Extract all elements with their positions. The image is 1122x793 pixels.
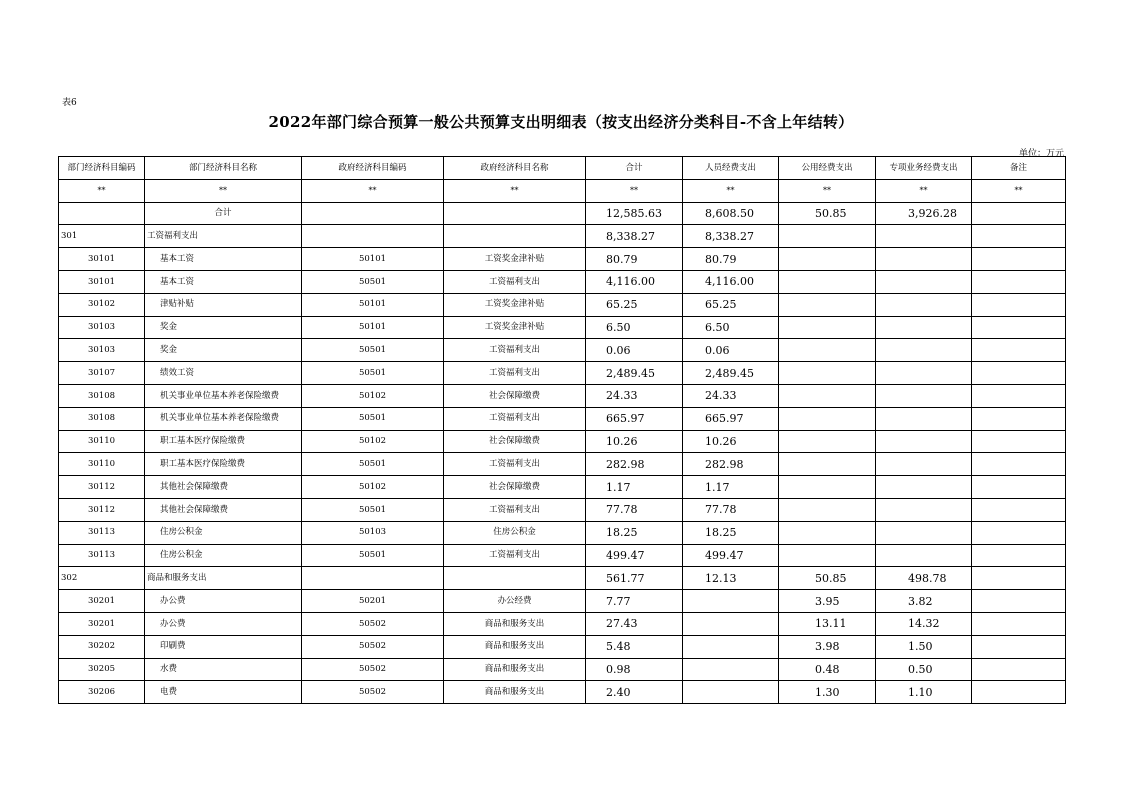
dept-name-cell: 基本工资 bbox=[145, 248, 302, 271]
special-amount-cell bbox=[876, 453, 972, 476]
public-amount-cell bbox=[779, 430, 876, 453]
personnel-amount-cell: 499.47 bbox=[683, 544, 779, 567]
dept-name-cell: 绩效工资 bbox=[145, 362, 302, 385]
dept-name-cell: 职工基本医疗保险缴费 bbox=[145, 430, 302, 453]
dept-code-cell: 30108 bbox=[59, 407, 145, 430]
dept-code-cell: 30113 bbox=[59, 521, 145, 544]
special-amount-cell bbox=[876, 225, 972, 248]
special-amount-cell: 3.82 bbox=[876, 590, 972, 613]
special-amount-cell bbox=[876, 270, 972, 293]
remark-cell bbox=[972, 362, 1066, 385]
remark-cell bbox=[972, 316, 1066, 339]
header-special: 专项业务经费支出 bbox=[876, 157, 972, 180]
public-amount-cell: 13.11 bbox=[779, 612, 876, 635]
dept-code-cell: 30110 bbox=[59, 430, 145, 453]
personnel-amount-cell: 80.79 bbox=[683, 248, 779, 271]
remark-cell bbox=[972, 658, 1066, 681]
total-amount-cell: 7.77 bbox=[586, 590, 683, 613]
gov-code-cell: 50502 bbox=[302, 658, 444, 681]
gov-code-cell: 50102 bbox=[302, 430, 444, 453]
dept-name-cell: 津贴补贴 bbox=[145, 293, 302, 316]
dept-name-cell: 其他社会保障缴费 bbox=[145, 476, 302, 499]
public-amount-cell bbox=[779, 544, 876, 567]
special-amount-cell bbox=[876, 384, 972, 407]
special-amount-cell bbox=[876, 544, 972, 567]
total-row bbox=[59, 202, 1066, 225]
special-amount-cell: 14.32 bbox=[876, 612, 972, 635]
public-amount-cell bbox=[779, 270, 876, 293]
gov-code-cell: 50502 bbox=[302, 635, 444, 658]
public-amount-cell bbox=[779, 316, 876, 339]
table-row bbox=[59, 339, 1066, 362]
total-amount-cell: 18.25 bbox=[586, 521, 683, 544]
personnel-amount-cell: 8,608.50 bbox=[683, 202, 779, 225]
dept-code-cell: 30107 bbox=[59, 362, 145, 385]
remark-cell bbox=[972, 612, 1066, 635]
personnel-amount-cell: 65.25 bbox=[683, 293, 779, 316]
gov-name-cell: 办公经费 bbox=[444, 590, 586, 613]
header-gov-name: 政府经济科目名称 bbox=[444, 157, 586, 180]
header-dept-name: 部门经济科目名称 bbox=[145, 157, 302, 180]
special-amount-cell: 3,926.28 bbox=[876, 202, 972, 225]
personnel-amount-cell: 282.98 bbox=[683, 453, 779, 476]
dept-code-cell: 30103 bbox=[59, 339, 145, 362]
total-amount-cell: 24.33 bbox=[586, 384, 683, 407]
marker-cell: ** bbox=[779, 179, 876, 202]
table-row bbox=[59, 248, 1066, 271]
public-amount-cell: 50.85 bbox=[779, 202, 876, 225]
gov-name-cell: 工资福利支出 bbox=[444, 339, 586, 362]
personnel-amount-cell bbox=[683, 681, 779, 704]
public-amount-cell: 0.48 bbox=[779, 658, 876, 681]
table-row bbox=[59, 293, 1066, 316]
table-number: 表6 bbox=[62, 98, 77, 108]
header-dept-code: 部门经济科目编码 bbox=[59, 157, 145, 180]
budget-table bbox=[58, 156, 1066, 704]
public-amount-cell: 50.85 bbox=[779, 567, 876, 590]
dept-name-cell: 机关事业单位基本养老保险缴费 bbox=[145, 384, 302, 407]
category-row bbox=[59, 567, 1066, 590]
personnel-amount-cell bbox=[683, 658, 779, 681]
gov-name-cell bbox=[444, 225, 586, 248]
header-row bbox=[59, 157, 1066, 180]
gov-code-cell bbox=[302, 225, 444, 248]
dept-code-cell: 30110 bbox=[59, 453, 145, 476]
public-amount-cell bbox=[779, 521, 876, 544]
gov-code-cell: 50501 bbox=[302, 407, 444, 430]
personnel-amount-cell: 6.50 bbox=[683, 316, 779, 339]
total-amount-cell: 27.43 bbox=[586, 612, 683, 635]
public-amount-cell bbox=[779, 293, 876, 316]
remark-cell bbox=[972, 384, 1066, 407]
remark-cell bbox=[972, 567, 1066, 590]
total-amount-cell: 2.40 bbox=[586, 681, 683, 704]
gov-name-cell: 商品和服务支出 bbox=[444, 635, 586, 658]
dept-code-cell: 30101 bbox=[59, 270, 145, 293]
table-row bbox=[59, 590, 1066, 613]
gov-name-cell: 商品和服务支出 bbox=[444, 658, 586, 681]
remark-cell bbox=[972, 681, 1066, 704]
dept-code-cell: 30201 bbox=[59, 612, 145, 635]
gov-code-cell: 50501 bbox=[302, 453, 444, 476]
public-amount-cell bbox=[779, 225, 876, 248]
marker-cell: ** bbox=[876, 179, 972, 202]
dept-code-cell: 30112 bbox=[59, 476, 145, 499]
gov-code-cell: 50101 bbox=[302, 316, 444, 339]
table-row bbox=[59, 544, 1066, 567]
public-amount-cell bbox=[779, 407, 876, 430]
total-amount-cell: 12,585.63 bbox=[586, 202, 683, 225]
special-amount-cell: 498.78 bbox=[876, 567, 972, 590]
personnel-amount-cell: 1.17 bbox=[683, 476, 779, 499]
personnel-amount-cell: 8,338.27 bbox=[683, 225, 779, 248]
gov-name-cell: 工资奖金津补贴 bbox=[444, 293, 586, 316]
table-row bbox=[59, 521, 1066, 544]
dept-code-cell: 30108 bbox=[59, 384, 145, 407]
gov-name-cell: 社会保障缴费 bbox=[444, 384, 586, 407]
public-amount-cell bbox=[779, 384, 876, 407]
special-amount-cell bbox=[876, 407, 972, 430]
table-row bbox=[59, 612, 1066, 635]
dept-name-cell: 职工基本医疗保险缴费 bbox=[145, 453, 302, 476]
remark-cell bbox=[972, 453, 1066, 476]
header-public: 公用经费支出 bbox=[779, 157, 876, 180]
public-amount-cell bbox=[779, 476, 876, 499]
marker-cell: ** bbox=[683, 179, 779, 202]
remark-cell bbox=[972, 521, 1066, 544]
personnel-amount-cell: 24.33 bbox=[683, 384, 779, 407]
gov-name-cell: 社会保障缴费 bbox=[444, 430, 586, 453]
gov-code-cell: 50101 bbox=[302, 293, 444, 316]
marker-cell: ** bbox=[145, 179, 302, 202]
total-amount-cell: 561.77 bbox=[586, 567, 683, 590]
public-amount-cell bbox=[779, 248, 876, 271]
dept-code-cell: 30101 bbox=[59, 248, 145, 271]
table-row bbox=[59, 681, 1066, 704]
gov-name-cell: 工资奖金津补贴 bbox=[444, 316, 586, 339]
total-amount-cell: 2,489.45 bbox=[586, 362, 683, 385]
personnel-amount-cell: 665.97 bbox=[683, 407, 779, 430]
gov-code-cell: 50501 bbox=[302, 498, 444, 521]
dept-name-cell: 基本工资 bbox=[145, 270, 302, 293]
remark-cell bbox=[972, 635, 1066, 658]
special-amount-cell bbox=[876, 362, 972, 385]
dept-name-cell: 住房公积金 bbox=[145, 521, 302, 544]
total-amount-cell: 0.98 bbox=[586, 658, 683, 681]
remark-cell bbox=[972, 544, 1066, 567]
gov-name-cell: 工资福利支出 bbox=[444, 362, 586, 385]
total-amount-cell: 6.50 bbox=[586, 316, 683, 339]
table-row bbox=[59, 407, 1066, 430]
gov-code-cell: 50102 bbox=[302, 476, 444, 499]
special-amount-cell: 0.50 bbox=[876, 658, 972, 681]
table-row bbox=[59, 362, 1066, 385]
public-amount-cell: 3.98 bbox=[779, 635, 876, 658]
gov-name-cell: 工资福利支出 bbox=[444, 544, 586, 567]
table-row bbox=[59, 270, 1066, 293]
public-amount-cell bbox=[779, 339, 876, 362]
gov-name-cell bbox=[444, 202, 586, 225]
total-amount-cell: 5.48 bbox=[586, 635, 683, 658]
header-remark: 备注 bbox=[972, 157, 1066, 180]
total-amount-cell: 1.17 bbox=[586, 476, 683, 499]
personnel-amount-cell: 77.78 bbox=[683, 498, 779, 521]
remark-cell bbox=[972, 248, 1066, 271]
personnel-amount-cell: 12.13 bbox=[683, 567, 779, 590]
public-amount-cell bbox=[779, 453, 876, 476]
special-amount-cell bbox=[876, 430, 972, 453]
marker-cell: ** bbox=[586, 179, 683, 202]
gov-code-cell: 50502 bbox=[302, 681, 444, 704]
gov-name-cell bbox=[444, 567, 586, 590]
total-amount-cell: 65.25 bbox=[586, 293, 683, 316]
category-row bbox=[59, 225, 1066, 248]
gov-code-cell: 50201 bbox=[302, 590, 444, 613]
dept-code-cell: 30103 bbox=[59, 316, 145, 339]
marker-cell: ** bbox=[972, 179, 1066, 202]
special-amount-cell bbox=[876, 293, 972, 316]
remark-cell bbox=[972, 498, 1066, 521]
dept-code-cell: 30205 bbox=[59, 658, 145, 681]
header-personnel: 人员经费支出 bbox=[683, 157, 779, 180]
dept-code-cell: 301 bbox=[59, 225, 145, 248]
gov-code-cell bbox=[302, 202, 444, 225]
public-amount-cell: 1.30 bbox=[779, 681, 876, 704]
dept-name-cell: 水费 bbox=[145, 658, 302, 681]
remark-cell bbox=[972, 202, 1066, 225]
table-row bbox=[59, 453, 1066, 476]
total-amount-cell: 499.47 bbox=[586, 544, 683, 567]
dept-code-cell: 30201 bbox=[59, 590, 145, 613]
dept-code-cell: 30202 bbox=[59, 635, 145, 658]
unit-label: 单位：万元 bbox=[1018, 149, 1064, 159]
dept-code-cell: 302 bbox=[59, 567, 145, 590]
gov-code-cell: 50103 bbox=[302, 521, 444, 544]
gov-code-cell: 50501 bbox=[302, 270, 444, 293]
marker-row bbox=[59, 179, 1066, 202]
dept-name-cell: 办公费 bbox=[145, 612, 302, 635]
gov-code-cell: 50501 bbox=[302, 362, 444, 385]
page-title: 2022年部门综合预算一般公共预算支出明细表（按支出经济分类科目-不含上年结转） bbox=[268, 113, 854, 131]
special-amount-cell: 1.10 bbox=[876, 681, 972, 704]
total-amount-cell: 665.97 bbox=[586, 407, 683, 430]
total-amount-cell: 282.98 bbox=[586, 453, 683, 476]
marker-cell: ** bbox=[444, 179, 586, 202]
gov-code-cell: 50501 bbox=[302, 339, 444, 362]
total-amount-cell: 77.78 bbox=[586, 498, 683, 521]
dept-code-cell: 30206 bbox=[59, 681, 145, 704]
remark-cell bbox=[972, 339, 1066, 362]
personnel-amount-cell: 10.26 bbox=[683, 430, 779, 453]
dept-code-cell: 30113 bbox=[59, 544, 145, 567]
dept-name-cell: 其他社会保障缴费 bbox=[145, 498, 302, 521]
total-amount-cell: 8,338.27 bbox=[586, 225, 683, 248]
header-gov-code: 政府经济科目编码 bbox=[302, 157, 444, 180]
personnel-amount-cell: 4,116.00 bbox=[683, 270, 779, 293]
personnel-amount-cell: 0.06 bbox=[683, 339, 779, 362]
table-row bbox=[59, 476, 1066, 499]
special-amount-cell: 1.50 bbox=[876, 635, 972, 658]
table-row bbox=[59, 430, 1066, 453]
gov-name-cell: 工资福利支出 bbox=[444, 453, 586, 476]
remark-cell bbox=[972, 225, 1066, 248]
gov-name-cell: 工资福利支出 bbox=[444, 498, 586, 521]
dept-code-cell bbox=[59, 202, 145, 225]
dept-name-cell: 商品和服务支出 bbox=[145, 567, 302, 590]
remark-cell bbox=[972, 430, 1066, 453]
dept-name-cell: 印刷费 bbox=[145, 635, 302, 658]
personnel-amount-cell bbox=[683, 635, 779, 658]
special-amount-cell bbox=[876, 498, 972, 521]
total-amount-cell: 4,116.00 bbox=[586, 270, 683, 293]
dept-code-cell: 30112 bbox=[59, 498, 145, 521]
marker-cell: ** bbox=[59, 179, 145, 202]
dept-name-cell: 合计 bbox=[145, 202, 302, 225]
remark-cell bbox=[972, 293, 1066, 316]
gov-code-cell: 50502 bbox=[302, 612, 444, 635]
total-amount-cell: 80.79 bbox=[586, 248, 683, 271]
remark-cell bbox=[972, 270, 1066, 293]
gov-code-cell bbox=[302, 567, 444, 590]
header-total: 合计 bbox=[586, 157, 683, 180]
special-amount-cell bbox=[876, 521, 972, 544]
gov-name-cell: 社会保障缴费 bbox=[444, 476, 586, 499]
gov-name-cell: 商品和服务支出 bbox=[444, 612, 586, 635]
remark-cell bbox=[972, 476, 1066, 499]
total-amount-cell: 10.26 bbox=[586, 430, 683, 453]
table-body bbox=[59, 202, 1066, 704]
public-amount-cell bbox=[779, 498, 876, 521]
table-row bbox=[59, 316, 1066, 339]
dept-code-cell: 30102 bbox=[59, 293, 145, 316]
remark-cell bbox=[972, 407, 1066, 430]
gov-name-cell: 工资奖金津补贴 bbox=[444, 248, 586, 271]
personnel-amount-cell: 2,489.45 bbox=[683, 362, 779, 385]
special-amount-cell bbox=[876, 339, 972, 362]
special-amount-cell bbox=[876, 316, 972, 339]
dept-name-cell: 住房公积金 bbox=[145, 544, 302, 567]
gov-name-cell: 住房公积金 bbox=[444, 521, 586, 544]
public-amount-cell: 3.95 bbox=[779, 590, 876, 613]
dept-name-cell: 工资福利支出 bbox=[145, 225, 302, 248]
gov-name-cell: 工资福利支出 bbox=[444, 407, 586, 430]
table-row bbox=[59, 658, 1066, 681]
table-row bbox=[59, 635, 1066, 658]
total-amount-cell: 0.06 bbox=[586, 339, 683, 362]
personnel-amount-cell bbox=[683, 590, 779, 613]
dept-name-cell: 办公费 bbox=[145, 590, 302, 613]
table-row bbox=[59, 384, 1066, 407]
gov-code-cell: 50102 bbox=[302, 384, 444, 407]
special-amount-cell bbox=[876, 248, 972, 271]
gov-code-cell: 50101 bbox=[302, 248, 444, 271]
table-row bbox=[59, 498, 1066, 521]
dept-name-cell: 奖金 bbox=[145, 316, 302, 339]
remark-cell bbox=[972, 590, 1066, 613]
personnel-amount-cell bbox=[683, 612, 779, 635]
dept-name-cell: 机关事业单位基本养老保险缴费 bbox=[145, 407, 302, 430]
special-amount-cell bbox=[876, 476, 972, 499]
gov-name-cell: 商品和服务支出 bbox=[444, 681, 586, 704]
dept-name-cell: 电费 bbox=[145, 681, 302, 704]
gov-name-cell: 工资福利支出 bbox=[444, 270, 586, 293]
personnel-amount-cell: 18.25 bbox=[683, 521, 779, 544]
dept-name-cell: 奖金 bbox=[145, 339, 302, 362]
public-amount-cell bbox=[779, 362, 876, 385]
gov-code-cell: 50501 bbox=[302, 544, 444, 567]
marker-cell: ** bbox=[302, 179, 444, 202]
